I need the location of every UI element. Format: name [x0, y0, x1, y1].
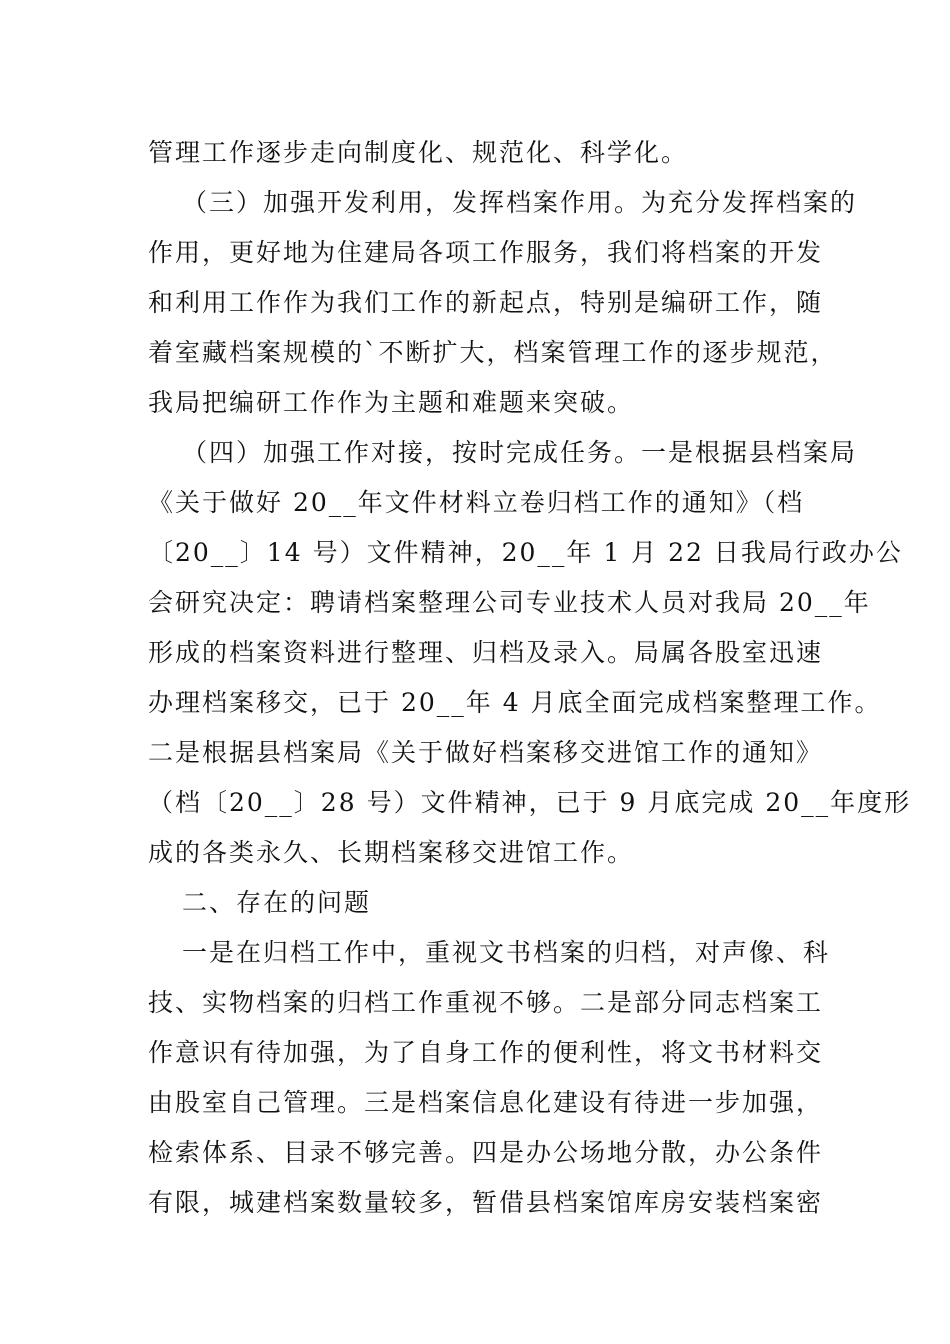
text-line: （三）加强开发利用，发挥档案作用。为充分发挥档案的: [182, 188, 858, 217]
text-line: 办理档案移交，已于 20__年 4 月底全面完成档案整理工作。: [148, 688, 882, 717]
text-line: 〔20__〕14 号）文件精神，20__年 1 月 22 日我局行政办公: [148, 538, 903, 567]
text-line: 一是在归档工作中，重视文书档案的归档，对声像、科: [182, 938, 831, 967]
text-line: 管理工作逐步走向制度化、规范化、科学化。: [148, 138, 689, 167]
text-line: 和利用工作作为我们工作的新起点，特别是编研工作，随: [148, 288, 824, 317]
text-line: 检索体系、目录不够完善。四是办公场地分散，办公条件: [148, 1138, 824, 1167]
text-line: 《关于做好 20__年文件材料立卷归档工作的通知》（档: [148, 488, 805, 517]
text-line: 成的各类永久、长期档案移交进馆工作。: [148, 838, 635, 867]
text-line: 有限，城建档案数量较多，暂借县档案馆库房安装档案密: [148, 1188, 824, 1217]
text-line: 技、实物档案的归档工作重视不够。二是部分同志档案工: [148, 988, 824, 1017]
text-line: 会研究决定：聘请档案整理公司专业技术人员对我局 20__年: [148, 588, 871, 617]
text-line: 形成的档案资料进行整理、归档及录入。局属各股室迅速: [148, 638, 824, 667]
text-line: （档〔20__〕28 号）文件精神，已于 9 月底完成 20__年度形: [148, 788, 912, 817]
section-heading: 二、存在的问题: [182, 888, 372, 917]
text-line: 作意识有待加强，为了自身工作的便利性，将文书材料交: [148, 1038, 824, 1067]
text-line: 二是根据县档案局《关于做好档案移交进馆工作的通知》: [148, 738, 824, 767]
text-line: （四）加强工作对接，按时完成任务。一是根据县档案局: [182, 438, 858, 467]
text-line: 我局把编研工作作为主题和难题来突破。: [148, 388, 635, 417]
text-line: 着室藏档案规模的`不断扩大，档案管理工作的逐步规范，: [148, 338, 838, 367]
text-line: 由股室自己管理。三是档案信息化建设有待进一步加强，: [148, 1088, 824, 1117]
text-line: 作用，更好地为住建局各项工作服务，我们将档案的开发: [148, 238, 824, 267]
